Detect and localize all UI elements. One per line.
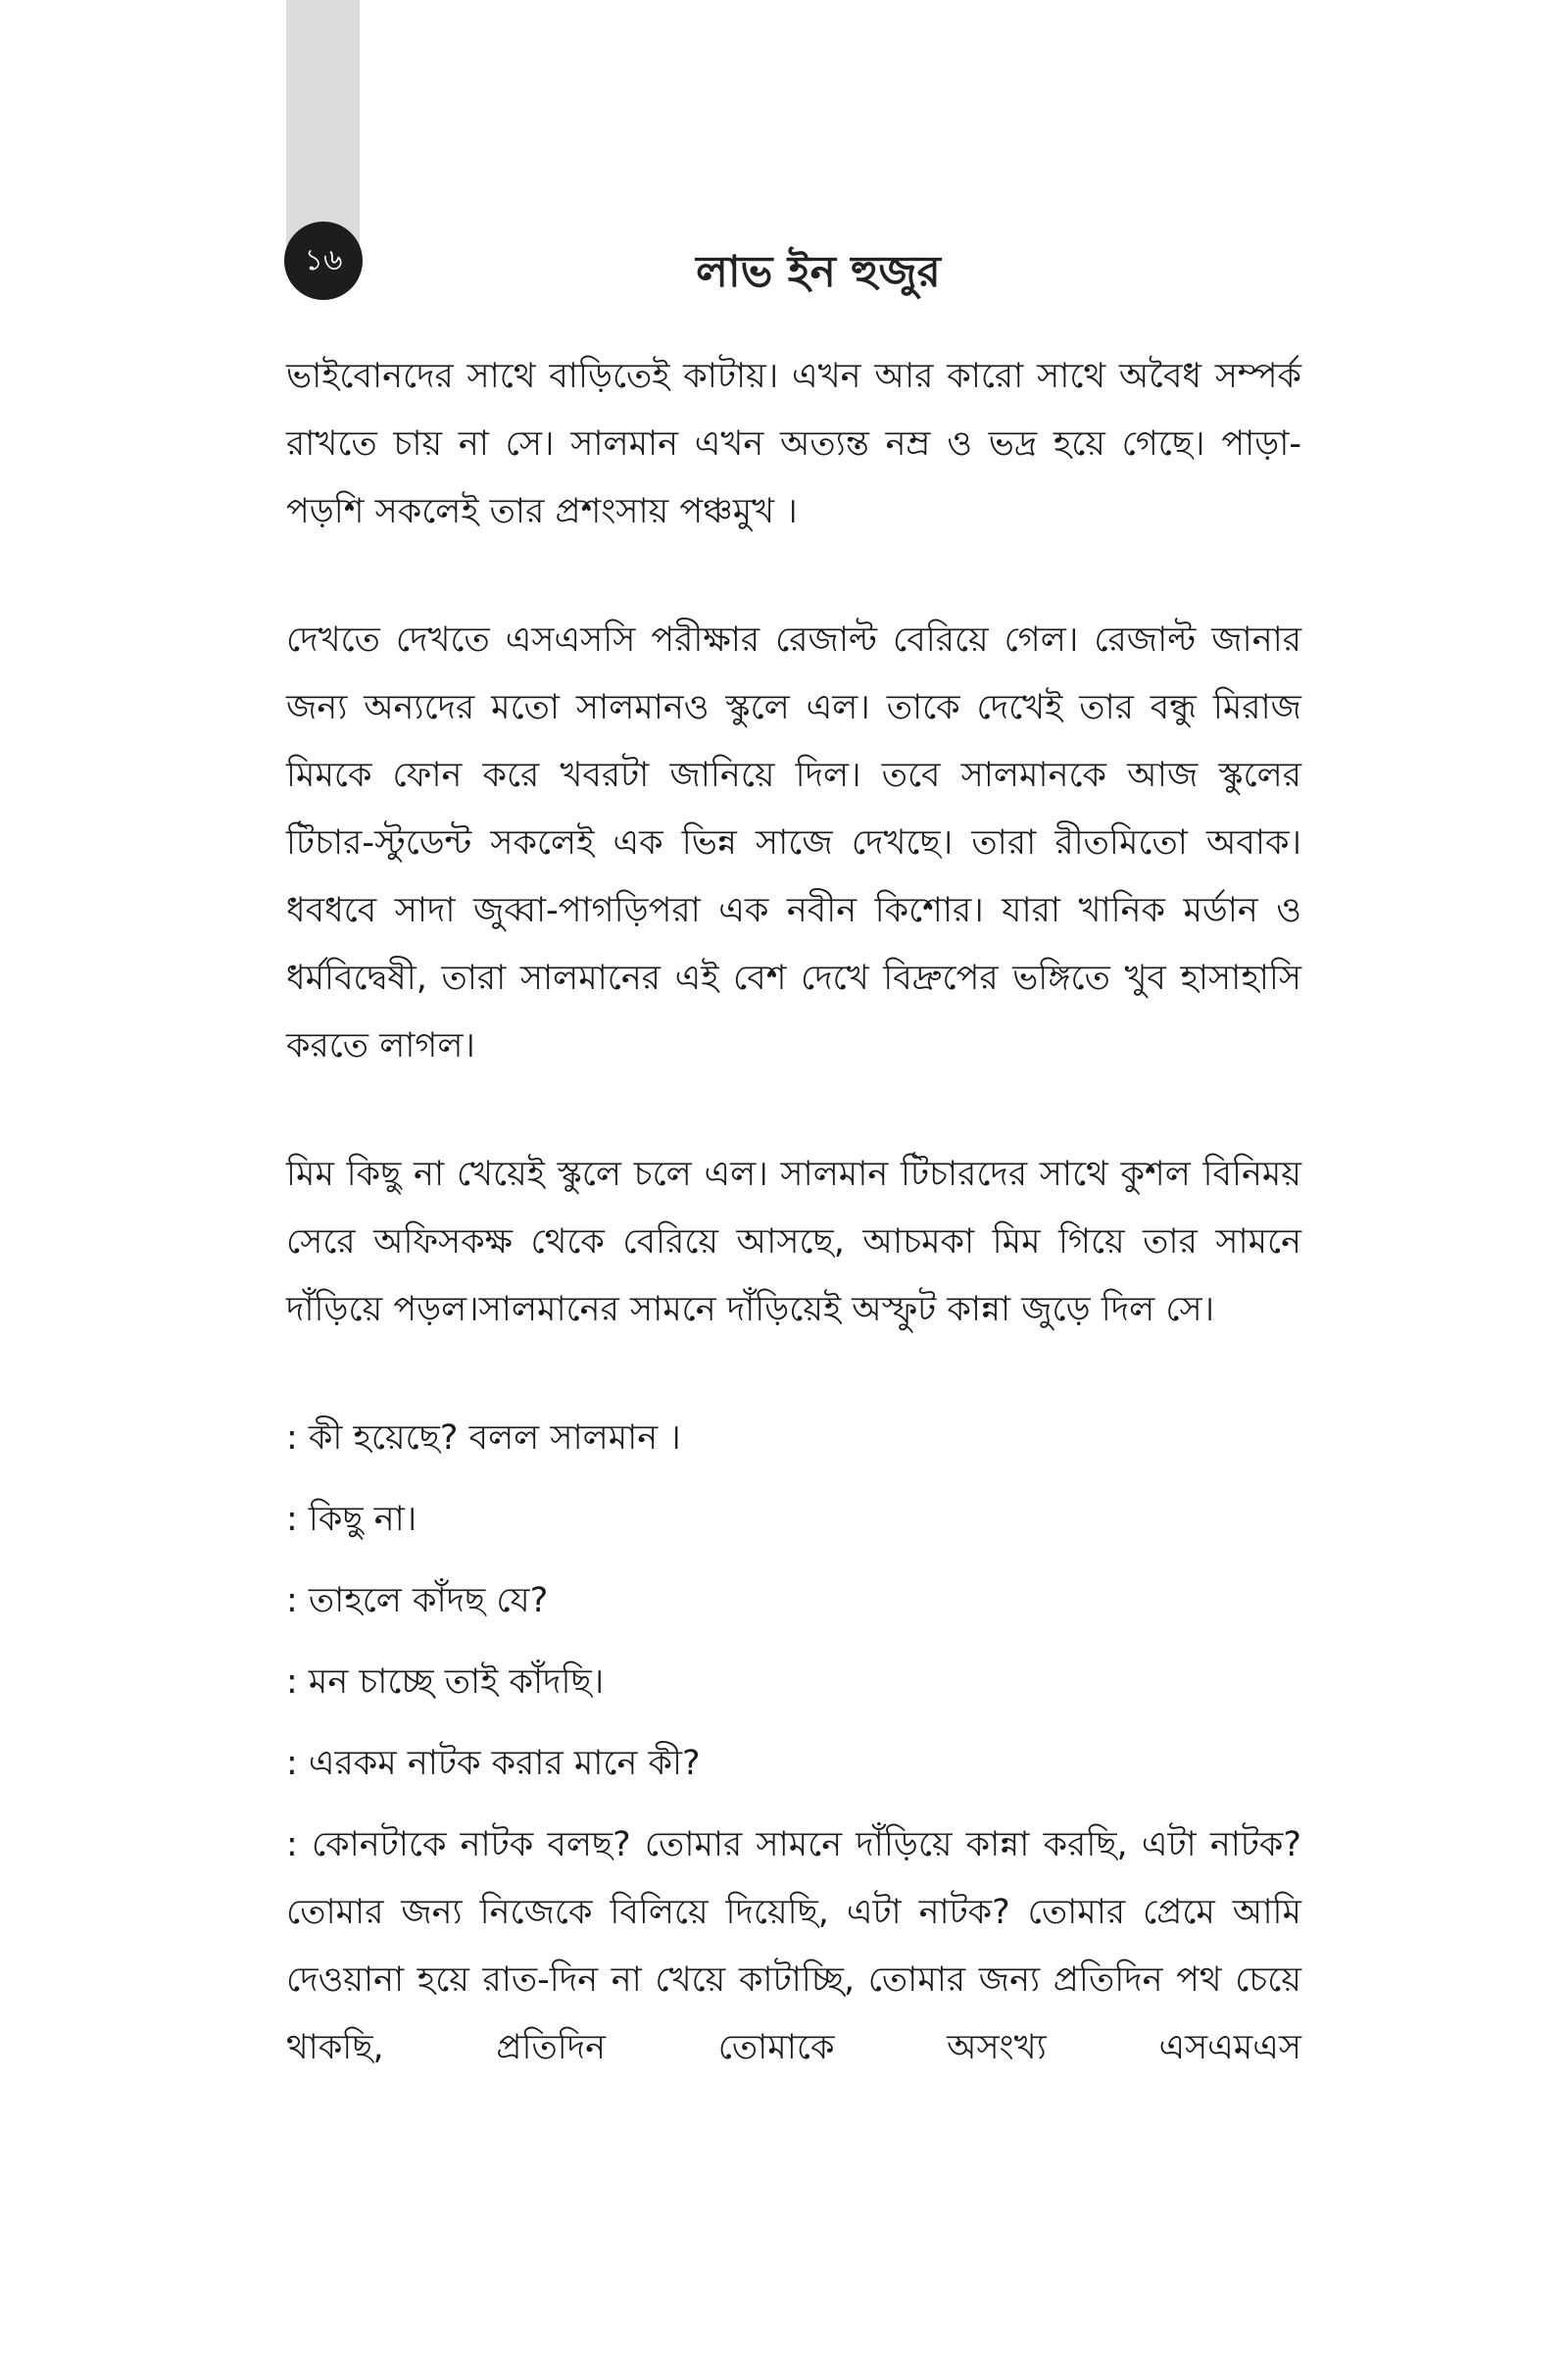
dialogue-line: : মন চাচ্ছে তাই কাঁদছি। [286,1662,605,1702]
running-title: লাভ ইন হুজুর [696,247,941,297]
dialogue-line: : কিছু না। [286,1500,417,1539]
paragraph-3: মিম কিছু না খেয়েই স্কুলে চলে এল। সালমান টিচারদের সাথে কুশল বিনিময় সেরে অফিসকক্ষ থেকে বেরিয়ে আসছে, আচমকা মিম গিয়ে তার সামনে দাঁড়িয়ে পড়ল।সালমানের সামনে দাঁড়িয়েই অস্ফুট কান্না জুড়ে দিল সে। [286,1155,1301,1329]
dialogue-line: : এরকম নাটক করার মানে কী? [286,1744,701,1783]
dialogue-line: : তাহলে কাঁদছ যে? [286,1581,549,1620]
page-body [286,343,1301,2096]
page-edge-strip [286,0,360,257]
dialogue-line: : কী হয়েছে? বলল সালমান । [286,1418,681,1458]
dialogue-block [286,1405,1301,2082]
paragraph-2: দেখতে দেখতে এসএসসি পরীক্ষার রেজাল্ট বেরিয়ে গেল। রেজাল্ট জানার জন্য অন্যদের মতো সালমানও স্কুলে এল। তাকে দেখেই তার বন্ধু মিরাজ মিমকে ফোন করে খবরটা জানিয়ে দিল। তবে সালমানকে আজ স্কুলের টিচার-স্টুডেন্ট সকলেই এক ভিন্ন সাজে দেখছে। তারা রীতমিতো অবাক। ধবধবে সাদা জুব্বা-পাগড়িপরা এক নবীন কিশোর। যারা খানিক মর্ডান ও ধর্মবিদ্বেষী, তারা সালমানের এই বেশ দেখে বিদ্রুপের ভঙ্গিতে খুব হাসাহাসি করতে লাগল। [286,620,1301,1066]
dialogue-line: : কোনটাকে নাটক বলছ? তোমার সামনে দাঁড়িয়ে কান্না করছি, এটা নাটক? তোমার জন্য নিজেকে বিলিয়ে দিয়েছি, এটা নাটক? তোমার প্রেমে আমি দেওয়ানা হয়ে রাত-দিন না খেয়ে কাটাচ্ছি, তোমার জন্য প্রতিদিন পথ চেয়ে থাকছি, প্রতিদিন তোমাকে অসংখ্য এসএমএস [286,1825,1301,2067]
paragraph-1: ভাইবোনদের সাথে বাড়িতেই কাটায়। এখন আর কারো সাথে অবৈধ সম্পর্ক রাখতে চায় না সে। সালমান এখন অত্যন্ত নম্র ও ভদ্র হয়ে গেছে। পাড়া-পড়শি সকলেই তার প্রশংসায় পঞ্চমুখ । [286,357,1301,531]
page-number-badge: ১৬ [284,222,363,300]
